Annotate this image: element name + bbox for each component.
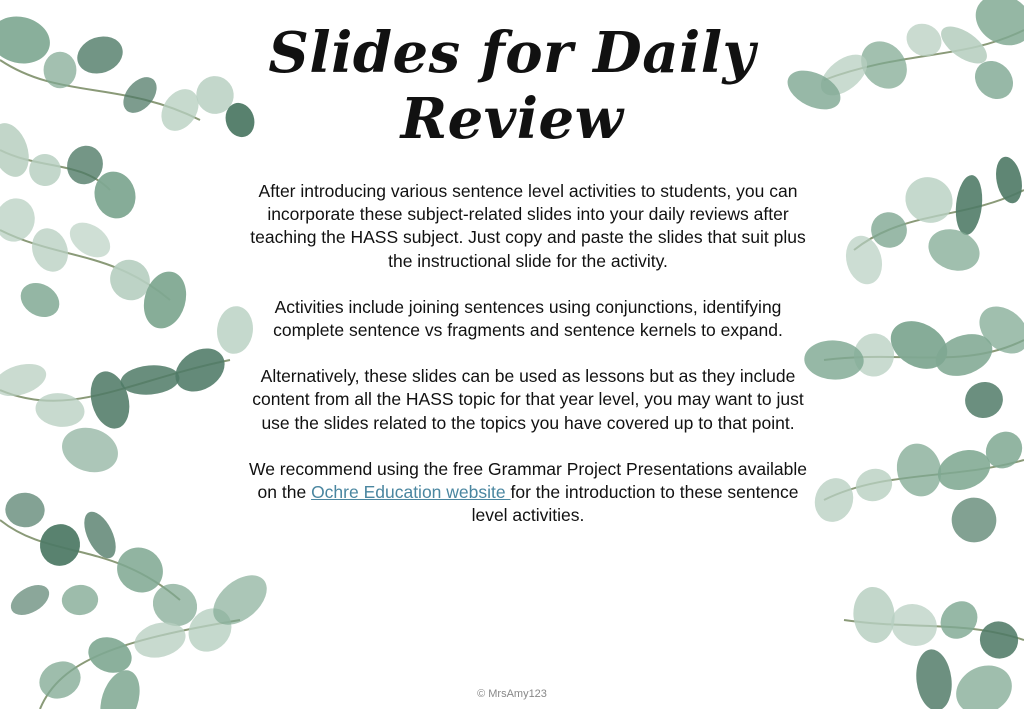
eucalyptus-leaf [78, 507, 122, 563]
paragraph-intro: After introducing various sentence level activities to students, you can incorporate these subject-related slides into your daily reviews after teaching the HASS subject. Just copy and paste the slides that suit plus the instructional slide for the activity. [250, 181, 806, 271]
paragraph-activities: Activities include joining sentences using conjunctions, identifying complete sentence vs fragments and sentence kernels to expand. [273, 296, 783, 341]
paragraph-alternative: Alternatively, these slides can be used as lessons but as they include content from all the HASS topic for that year level, you may want to just use the slides related to the topics you have covered up to that point. [252, 366, 804, 433]
eucalyptus-leaf [63, 215, 116, 264]
copyright-footer: © MrsAmy123 [477, 688, 547, 700]
eucalyptus-leaf [992, 154, 1024, 205]
eucalyptus-leaf [960, 377, 1007, 423]
eucalyptus-leaf [26, 223, 74, 277]
eucalyptus-leaf [72, 30, 128, 79]
recommend-text-before: We recommend using the free Grammar Project Presentations available on the [249, 458, 807, 503]
eucalyptus-leaf [974, 616, 1023, 664]
eucalyptus-leaf [4, 492, 45, 529]
eucalyptus-leaf [897, 169, 961, 232]
eucalyptus-leaf [851, 585, 897, 645]
eucalyptus-leaf [885, 597, 943, 652]
recommend-text-after: for the introduction to these sentence level activities. [471, 482, 799, 526]
eucalyptus-leaf [933, 594, 985, 647]
eucalyptus-leaf [167, 340, 232, 401]
eucalyptus-leaf [923, 222, 986, 277]
eucalyptus-leaf [15, 276, 66, 324]
eucalyptus-leaf [56, 421, 123, 479]
eucalyptus-leaf [61, 584, 99, 617]
eucalyptus-leaf [851, 464, 896, 506]
eucalyptus-leaf [803, 339, 864, 381]
ochre-education-link[interactable]: Ochre Education website [311, 482, 511, 503]
title-line-2: Review [400, 86, 624, 152]
paragraph-recommend [245, 458, 811, 528]
eucalyptus-leaf [44, 52, 77, 88]
eucalyptus-leaf [901, 17, 948, 62]
body-text [245, 180, 811, 550]
eucalyptus-leaf [948, 656, 1020, 709]
eucalyptus-leaf [891, 439, 946, 501]
title-line-1: Slides for Daily [268, 20, 756, 86]
eucalyptus-leaf [26, 150, 65, 189]
eucalyptus-leaf [34, 390, 87, 429]
eucalyptus-leaf [6, 579, 55, 621]
eucalyptus-leaf [0, 358, 50, 402]
eucalyptus-leaf [35, 519, 85, 570]
eucalyptus-leaf [119, 363, 180, 397]
eucalyptus-leaf [953, 174, 985, 236]
page-title [262, 20, 762, 152]
eucalyptus-leaf [809, 473, 859, 527]
eucalyptus-leaf [943, 489, 1006, 552]
